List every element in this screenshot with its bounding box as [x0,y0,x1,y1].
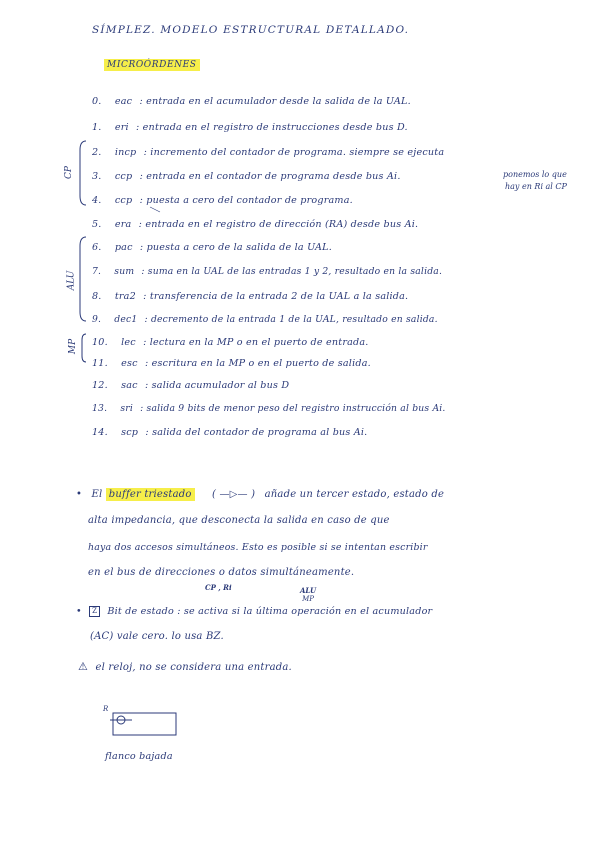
item-code: incp [114,147,137,158]
item-description: : suma en la UAL de las entradas 1 y 2, resultado en la salida. [141,266,443,277]
item-number: 14. [92,427,108,438]
item-description: : escritura en la MP o en el puerto de salida. [144,358,371,369]
diagram-label: R [103,705,109,713]
item-description: : decremento de la entrada 1 de la UAL, resultado en salida. [144,314,438,325]
item-number: 1. [92,122,102,133]
item-number: 13. [92,403,108,414]
group-label-alu: ALU [66,270,77,291]
item-description: : salida 9 bits de menor peso del registro instrucción al bus Ai. [140,403,446,414]
item-description: : salida del contador de programa al bus Ai. [145,427,368,438]
item-code: sri [120,403,133,414]
item-description: : salida acumulador al bus D [144,380,290,391]
buffer-paragraph-line: alta impedancia, que desconecta la salida en caso de que [88,515,390,526]
item-number: 10. [92,337,108,348]
status-bit-box: Z [89,606,100,617]
item-description: : entrada en el registro de instrucciones desde bus D. [136,122,408,133]
item-description: : transferencia de la entrada 2 de la UAL a la salida. [143,291,409,302]
item-code: tra2 [114,291,136,302]
item-code: scp [121,427,139,438]
item-code: sum [114,266,135,277]
diagram-caption: flanco bajada [105,751,173,762]
item-number: 8. [92,291,102,302]
annotation-dir: CP , Ri [205,583,232,592]
item-number: 0. [92,96,102,107]
annotation-datos-line: ALU [300,586,317,595]
group-label-mp: MP [68,338,79,355]
item-number: 7. [92,266,102,277]
warning-icon: ⚠ [78,660,89,673]
item-code: sac [121,380,138,391]
buffer-term: buffer triestado [106,488,195,501]
item-number: 2. [92,147,102,158]
buffer-paragraph-line: en el bus de direcciones o datos simultáneamente. [88,567,355,578]
side-note-line: hay en Ri al CP [505,182,567,191]
item-code: ccp [114,195,133,206]
item-code: lec [121,337,136,348]
item-number: 12. [92,380,108,391]
bullet: • [76,606,82,617]
item-code: eri [114,122,129,133]
buffer-lead: El [91,489,103,500]
item-code: dec1 [114,314,138,325]
item-description: : puesta a cero de la salida de la UAL. [139,242,333,253]
item-code: eac [114,96,133,107]
item-description: : entrada en el acumulador desde la salida de la UAL. [139,96,411,107]
annotation-datos-line: MP [302,595,314,603]
buffer-paragraph-line: haya dos accesos simultáneos. Esto es posible si se intentan escribir [88,542,428,553]
buffer-line1-rest: añade un tercer estado, estado de [264,489,445,500]
item-description: : entrada en el registro de dirección (RA) desde bus Ai. [138,219,419,230]
buffer-symbol: ( —▷— ) [211,489,256,500]
reloj-text: el reloj, no se considera una entrada. [95,662,292,673]
bit-paragraph-line: (AC) vale cero. lo usa BZ. [90,631,224,642]
section-heading-text: MICROÓRDENES [104,59,200,71]
item-number: 5. [92,219,102,230]
item-code: era [114,219,132,230]
item-number: 6. [92,242,102,253]
item-description: : entrada en el contador de programa desde bus Ai. [139,171,401,182]
item-number: 3. [92,171,102,182]
item-code: esc [121,358,138,369]
item-number: 4. [92,195,102,206]
side-note-line: ponemos lo que [503,170,567,179]
bit-text: Bit de estado : se activa si la última operación en el acumulador [107,606,433,617]
item-description: : incremento del contador de programa. siempre se ejecuta [143,147,445,158]
item-number: 11. [92,358,108,369]
item-number: 9. [92,314,102,325]
item-code: ccp [114,171,133,182]
page-title: SÍMPLEZ. MODELO ESTRUCTURAL DETALLADO. [92,24,410,36]
item-description: : puesta a cero del contador de programa. [139,195,353,206]
item-code: pac [114,242,133,253]
item-description: : lectura en la MP o en el puerto de entrada. [143,337,369,348]
group-label-cp: CP [63,166,74,179]
bullet: • [76,489,83,500]
